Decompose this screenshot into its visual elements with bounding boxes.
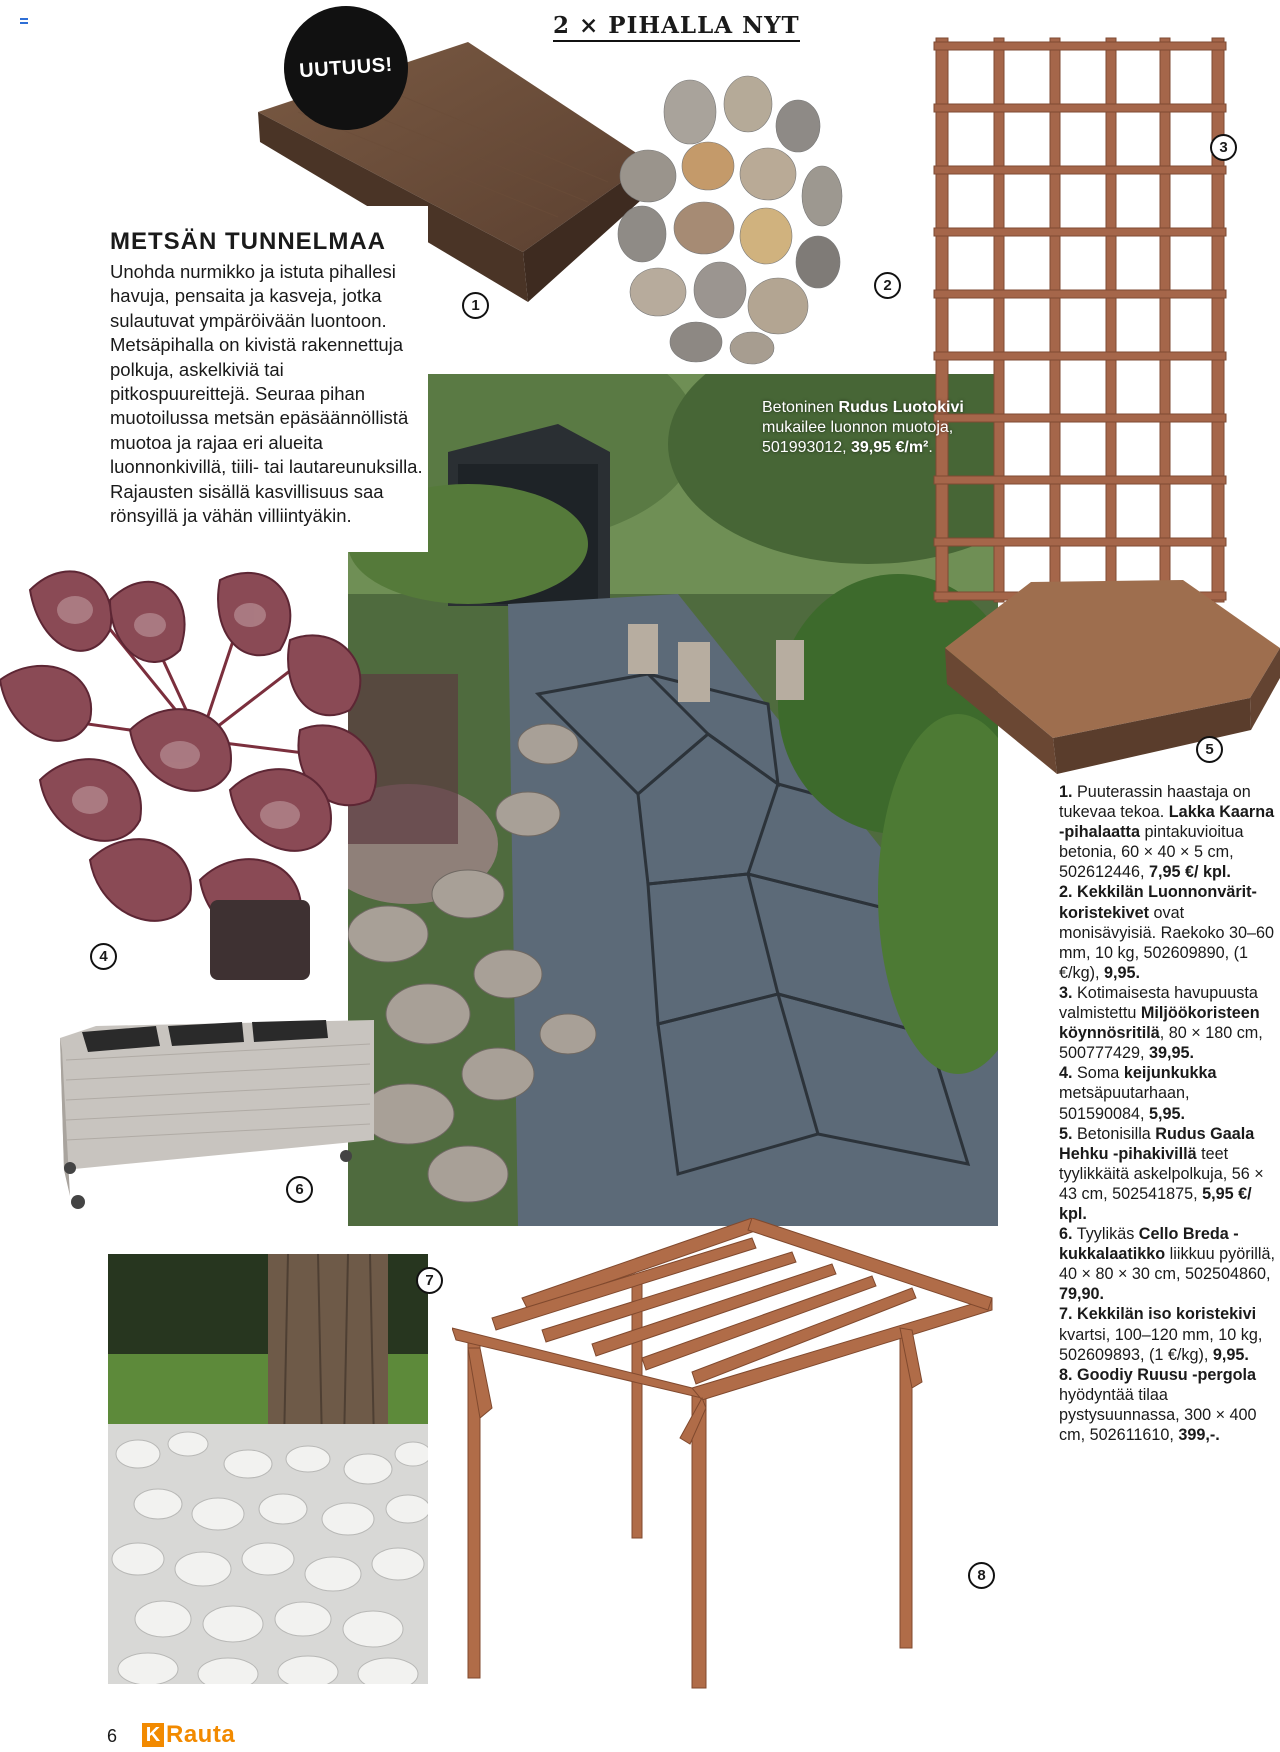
product-price: 79,90. <box>1059 1285 1105 1304</box>
marker-3: 3 <box>1210 134 1237 161</box>
pebbles-image <box>608 66 844 366</box>
product-text: Puuterassin haastaja on tukevaa tekoa. <box>1059 783 1251 822</box>
product-number: 1. <box>1059 783 1073 801</box>
product-name: Rudus Gaala Hehku -pihakivillä <box>1059 1124 1255 1163</box>
product-text: kvartsi, 100–120 mm, 10 kg, 502609893, (1 €/kg), <box>1059 1325 1263 1364</box>
product-name: keijunkukka <box>1123 1064 1217 1083</box>
k-rauta-logo <box>142 1721 235 1749</box>
wicker-planter-image <box>56 1010 374 1210</box>
marker-5: 5 <box>1196 736 1223 763</box>
product-text: pintakuvioitua betonia, 60 × 40 × 5 cm, 502612446, <box>1059 823 1244 882</box>
product-name: Goodiy Ruusu -pergola <box>1077 1365 1256 1384</box>
product-item <box>1059 1365 1275 1445</box>
pergola-image <box>452 1218 1012 1698</box>
product-number: 7. <box>1059 1305 1073 1324</box>
menu-icon <box>20 18 28 24</box>
intro-title: METSÄN TUNNELMAA <box>110 228 386 255</box>
product-text: liikkuu pyörillä, 40 × 80 × 30 cm, 502504860, <box>1059 1245 1275 1284</box>
marker-6: 6 <box>286 1176 313 1203</box>
product-number: 4. <box>1059 1064 1073 1083</box>
photo-caption <box>762 398 982 458</box>
product-name: Cello Breda -kukkalaatikko <box>1059 1225 1239 1264</box>
coral-bells-plant-image <box>0 560 392 998</box>
product-price: 39,95. <box>1149 1044 1195 1063</box>
hexagon-paver-image <box>945 578 1280 774</box>
product-list <box>1059 782 1275 1445</box>
product-price: 399,-. <box>1178 1426 1220 1444</box>
product-item <box>1059 1124 1275 1224</box>
product-number: 2. <box>1059 883 1073 902</box>
intro-panel <box>90 206 428 552</box>
product-item <box>1059 882 1275 982</box>
product-price: 5,95 €/ kpl. <box>1059 1184 1252 1223</box>
marker-7: 7 <box>416 1267 443 1294</box>
product-text: , 80 × 180 cm, 500777429, <box>1059 1024 1263 1063</box>
product-name: Kekkilän Luonnonvärit-koristekivet <box>1059 883 1257 922</box>
marker-1: 1 <box>462 292 489 319</box>
product-text: Soma <box>1072 1064 1124 1083</box>
k-logo-icon: K <box>142 1723 164 1747</box>
product-number: 6. <box>1059 1225 1073 1244</box>
trellis-image <box>932 36 1232 604</box>
page-number: 6 <box>107 1726 118 1746</box>
marker-8: 8 <box>968 1562 995 1589</box>
product-item <box>1059 1063 1275 1123</box>
caption-product-name: Rudus Luotokivi <box>838 399 964 416</box>
intro-body: Unohda nurmikko ja istuta pihallesi havuja, pensaita ja kasveja, jotka sulautuvat ympäröivään luontoon. Metsäpihalla on kivistä rakennettuja polkuja, askelkiviä tai pitkospuureittejä. Seuraa pihan muotoilussa metsän epäsäännöllistä muotoa ja rajaa eri alueita luonnonkivillä, tiili- tai lautareunuksilla. Rajausten sisällä kasvillisuus saa rönsyillä ja vähän villiintyäkin. <box>110 261 423 527</box>
product-price: 9,95. <box>1103 963 1140 982</box>
marker-2: 2 <box>874 272 901 299</box>
product-item <box>1059 1224 1275 1304</box>
product-price: 9,95. <box>1212 1345 1249 1364</box>
product-text: Tyylikäs <box>1072 1225 1139 1244</box>
product-number: 8. <box>1059 1365 1073 1384</box>
product-text: ovat monisävyisiä. Raekoko 30–60 mm, 10 kg, 502609890, (1 €/kg), <box>1059 903 1275 982</box>
product-text: metsäpuutarhaan, 501590084, <box>1059 1084 1190 1123</box>
product-name: Kekkilän iso koristekivi <box>1077 1305 1257 1324</box>
product-item <box>1059 782 1275 882</box>
forest-path-photo <box>348 374 998 1226</box>
product-number: 5. <box>1059 1124 1073 1143</box>
logo-text: Rauta <box>166 1721 236 1748</box>
page-header-title: 2 × PIHALLA NYT <box>553 12 800 42</box>
tree-stones-photo <box>108 1254 428 1684</box>
caption-text: Betoninen <box>762 399 839 416</box>
caption-text: mukailee luonnon muotoja, 501993012, <box>762 419 954 456</box>
marker-4: 4 <box>90 943 117 970</box>
product-text: Kotimaisesta havupuusta valmistettu <box>1059 983 1258 1023</box>
product-name: Miljöökoristeen köynnösritilä <box>1059 1004 1260 1043</box>
product-item <box>1059 983 1275 1063</box>
product-price: 7,95 €/ kpl. <box>1149 863 1231 882</box>
product-price: 5,95. <box>1149 1104 1186 1123</box>
caption-text: . <box>928 439 933 456</box>
product-item <box>1059 1304 1275 1364</box>
new-badge-label: UUTUUS! <box>298 53 394 82</box>
product-text: hyödyntää tilaa pystysuunnassa, 300 × 400 cm, 502611610, <box>1059 1385 1257 1444</box>
product-text: Betonisilla <box>1072 1124 1156 1143</box>
product-text: teet tyylikkäitä askelpolkuja, 56 × 43 cm, 502541875, <box>1059 1144 1264 1203</box>
product-number: 3. <box>1059 983 1073 1002</box>
product-name: Lakka Kaarna -pihalaatta <box>1059 803 1275 842</box>
caption-price: 39,95 €/m² <box>850 439 929 456</box>
